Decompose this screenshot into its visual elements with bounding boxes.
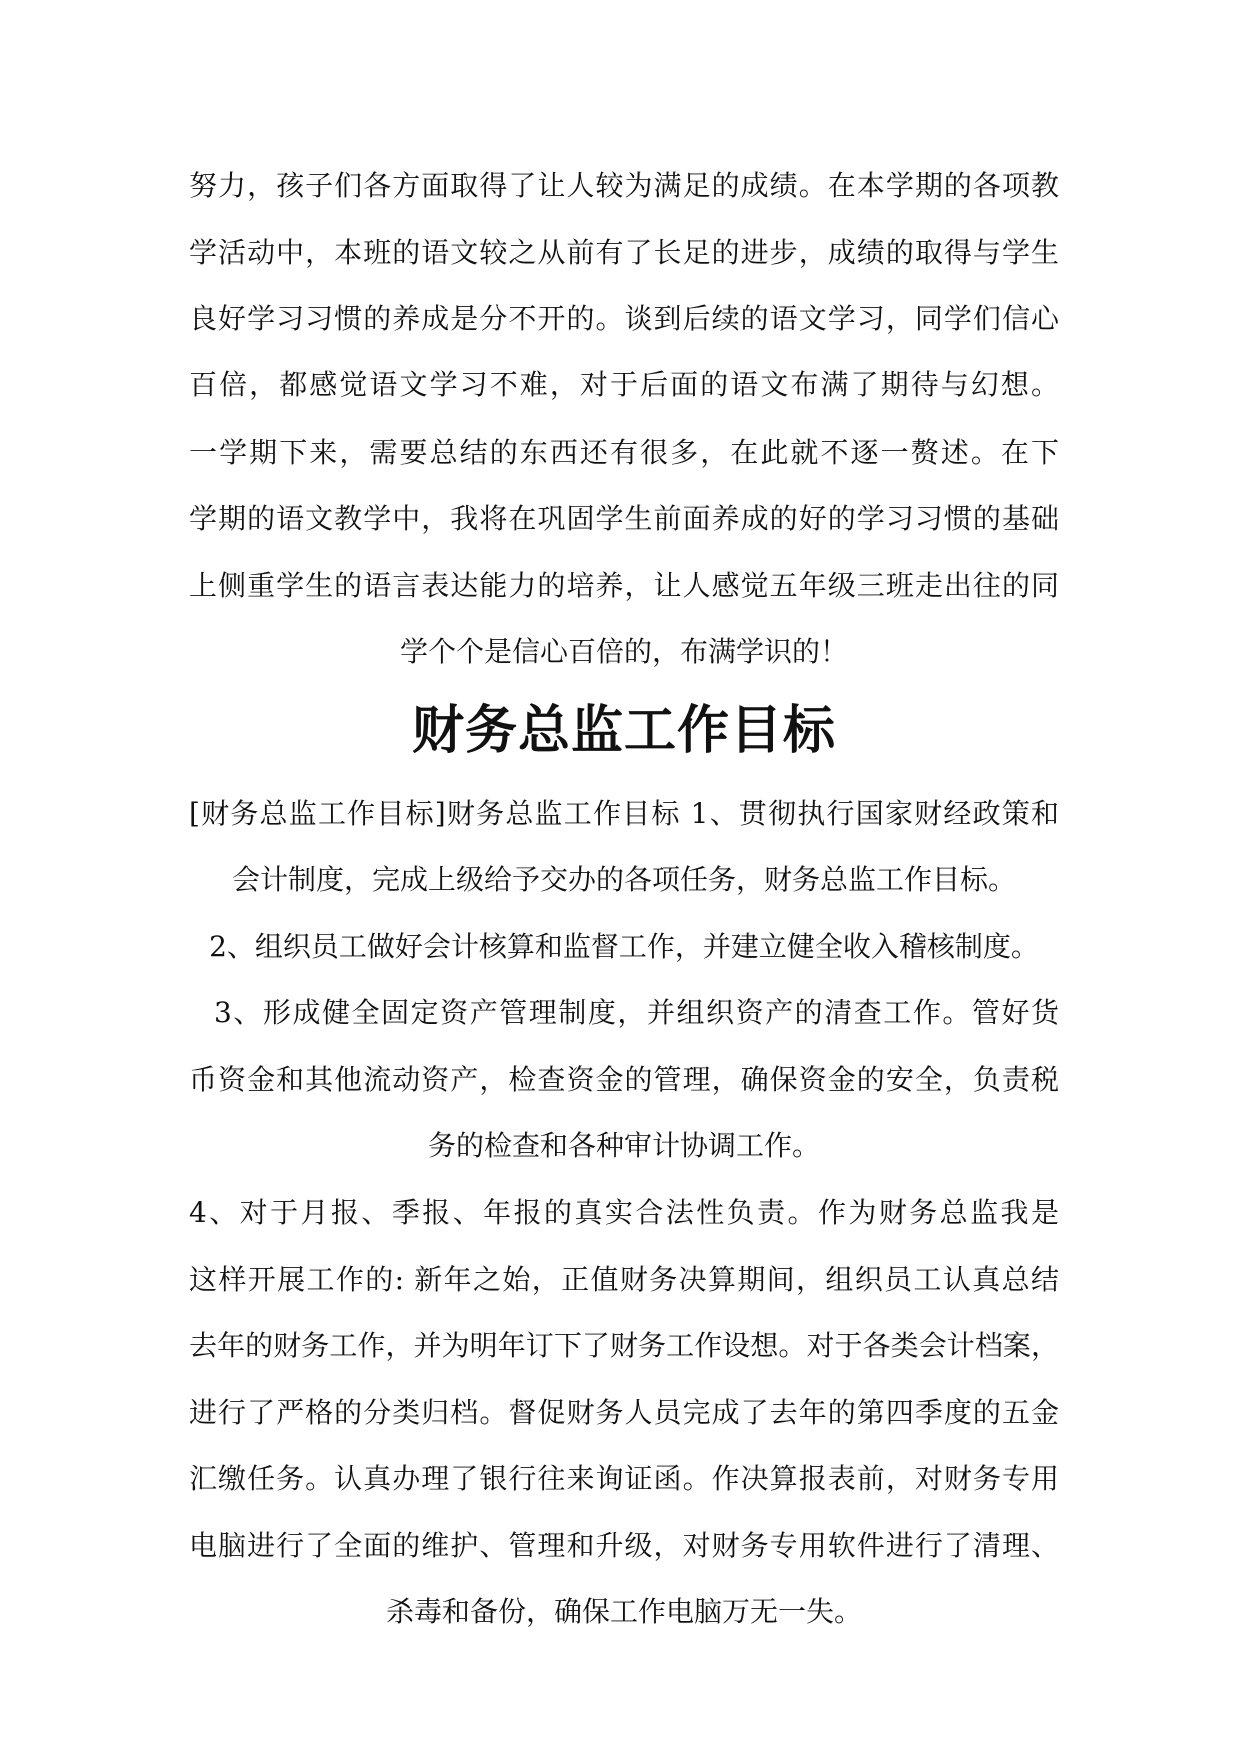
- goal-line-12: 电脑进行了全面的维护、管理和升级，对财务专用软件进行了清理、: [189, 1529, 1059, 1562]
- body-line-6: 学期的语文教学中，我将在巩固学生前面养成的好的学习习惯的基础: [189, 502, 1059, 535]
- body-line-8: 学个个是信心百倍的，布满学识的！: [399, 635, 848, 668]
- goal-line-7: 4、对于月报、季报、年报的真实合法性负责。作为财务总监我是: [189, 1196, 1059, 1229]
- goal-line-6: 务的检查和各种审计协调工作。: [427, 1129, 820, 1162]
- goal-line-5: 币资金和其他流动资产，检查资金的管理，确保资金的安全，负责税: [189, 1063, 1059, 1096]
- goal-line-11: 汇缴任务。认真办理了银行往来询证函。作决算报表前，对财务专用: [189, 1462, 1059, 1495]
- body-line-5: 一学期下来，需要总结的东西还有很多，在此就不逐一赘述。在下: [189, 436, 1059, 469]
- body-line-7: 上侧重学生的语言表达能力的培养，让人感觉五年级三班走出往的同: [189, 569, 1059, 602]
- body-line-2: 学活动中，本班的语文较之从前有了长足的进步，成绩的取得与学生: [189, 236, 1059, 269]
- page-title: 财务总监工作目标: [411, 701, 836, 761]
- goal-line-4: 3、形成健全固定资产管理制度，并组织资产的清查工作。管好货: [214, 996, 1059, 1029]
- goal-line-13: 杀毒和备份，确保工作电脑万无一失。: [385, 1595, 862, 1628]
- body-line-3: 良好学习习惯的养成是分不开的。谈到后续的语文学习，同学们信心: [189, 302, 1059, 335]
- goal-line-9: 去年的财务工作，并为明年订下了财务工作设想。对于各类会计档案，: [189, 1329, 1059, 1362]
- goal-line-3: 2、组织员工做好会计核算和监督工作，并建立健全收入稽核制度。: [209, 930, 1039, 963]
- goal-line-2: 会计制度，完成上级给予交办的各项任务，财务总监工作目标。: [231, 863, 1016, 896]
- body-line-1: 努力，孩子们各方面取得了让人较为满足的成绩。在本学期的各项教: [189, 169, 1059, 202]
- goal-line-10: 进行了严格的分类归档。督促财务人员完成了去年的第四季度的五金: [189, 1396, 1059, 1429]
- goal-line-1: [财务总监工作目标]财务总监工作目标 1、贯彻执行国家财经政策和: [189, 797, 1059, 830]
- body-line-4: 百倍，都感觉语文学习不难，对于后面的语文布满了期待与幻想。: [189, 368, 1059, 401]
- goal-line-8: 这样开展工作的: 新年之始，正值财务决算期间，组织员工认真总结: [189, 1263, 1059, 1296]
